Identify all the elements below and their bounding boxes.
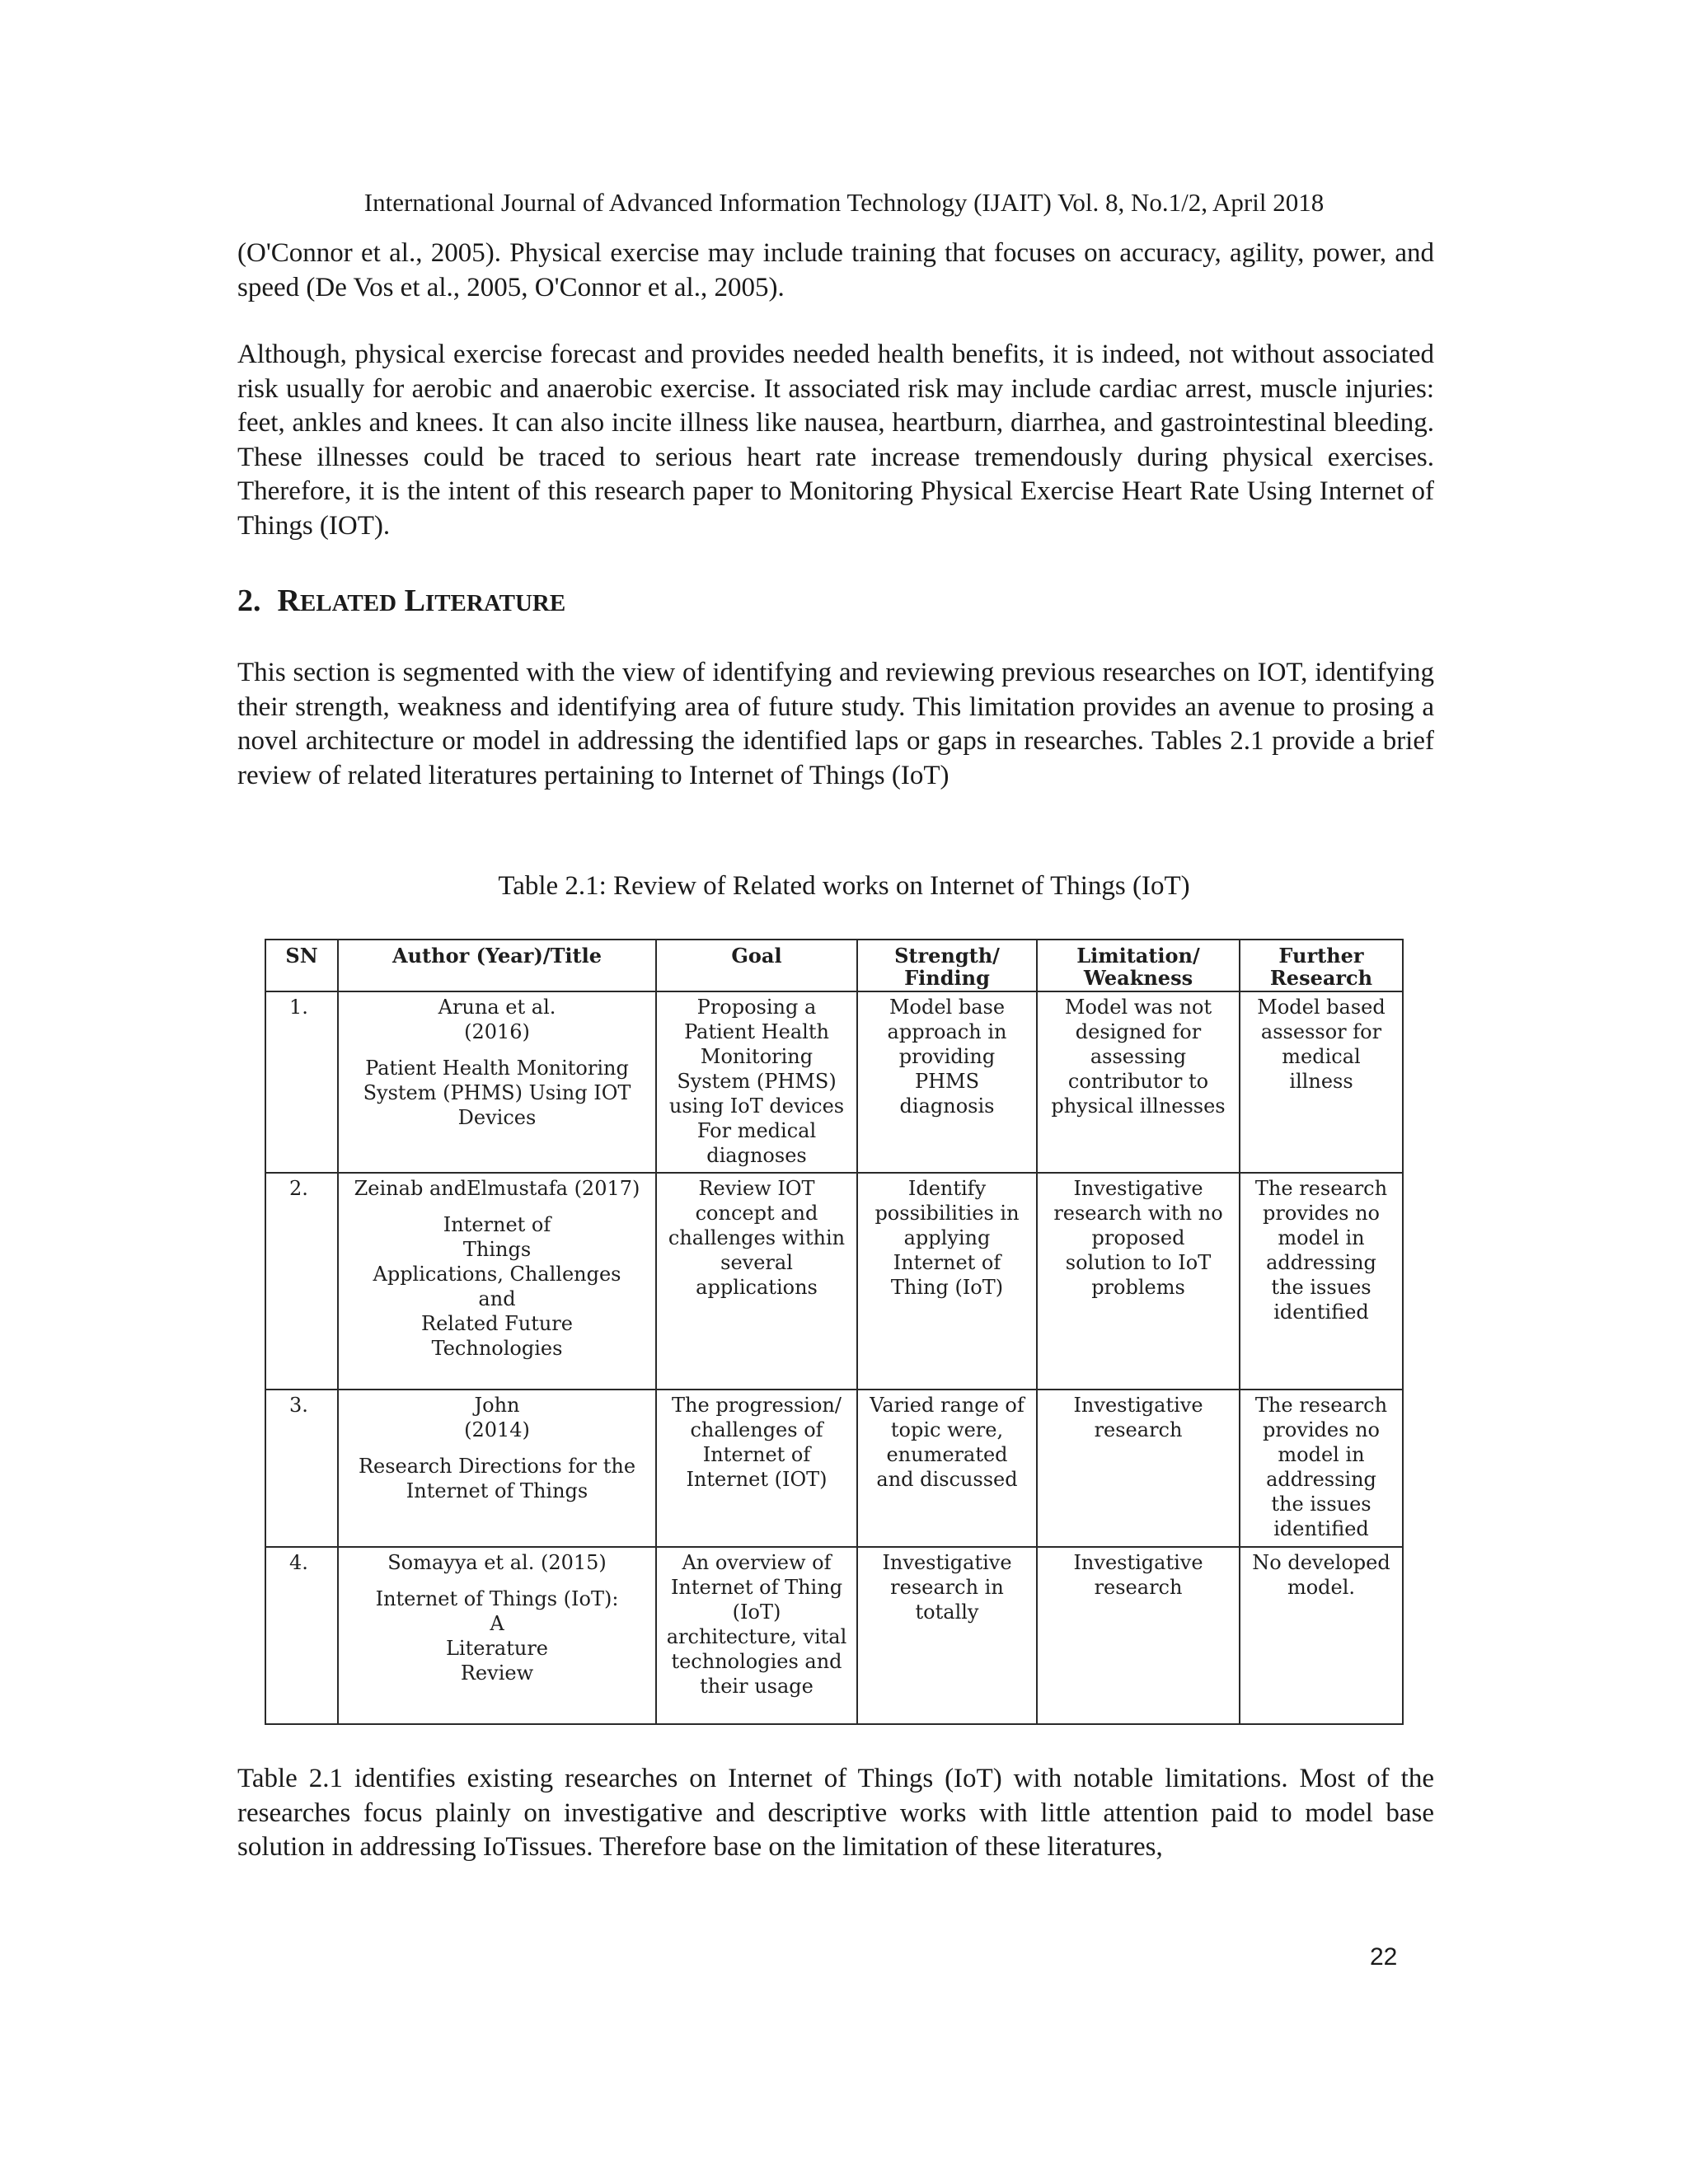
- paper-title-line: Patient Health Monitoring: [365, 1057, 629, 1080]
- header-further-research: Further Research: [1240, 940, 1403, 991]
- strength-line: diagnosis: [899, 1094, 995, 1118]
- table-row: [265, 1390, 1403, 1547]
- cell-sn: 1.: [265, 991, 338, 1173]
- further-research-line: the issues: [1271, 1276, 1372, 1299]
- limitation-line: Investigative: [1073, 1177, 1203, 1200]
- literature-review-table: [265, 939, 1404, 1725]
- section-title-initial-2: L: [404, 583, 425, 618]
- strength-line: and discussed: [876, 1468, 1018, 1491]
- author-year: (2016): [464, 1020, 530, 1043]
- header-limitation-weakness: Limitation/ Weakness: [1037, 940, 1240, 991]
- further-research-line: illness: [1289, 1070, 1353, 1093]
- goal-line: For medical: [696, 1119, 817, 1142]
- section-title-initial-1: R: [277, 583, 300, 618]
- cell-further-research: [1240, 1547, 1403, 1724]
- header-sn: SN: [265, 940, 338, 991]
- limitation-line: assessing: [1090, 1045, 1187, 1068]
- paper-title-line: Research Directions for the: [358, 1455, 636, 1478]
- paper-title: [344, 1056, 650, 1130]
- goal-line: Review IOT: [698, 1177, 815, 1200]
- limitation-line: designed for: [1075, 1020, 1202, 1043]
- limitation-line: physical illnesses: [1051, 1094, 1226, 1118]
- goal-line: using IoT devices: [668, 1094, 845, 1118]
- section-title-rest-2: ITERATURE: [424, 590, 566, 616]
- cell-author-title: [338, 1547, 656, 1724]
- strength-line: approach in: [887, 1020, 1007, 1043]
- goal-line: challenges within: [668, 1226, 846, 1249]
- cell-author-title: [338, 991, 656, 1173]
- strength-line: research in: [890, 1576, 1004, 1599]
- paper-title: [344, 1212, 650, 1361]
- author-name: Somayya et al. (2015): [387, 1551, 607, 1574]
- limitation-line: research with no: [1053, 1202, 1223, 1225]
- goal-line: An overview of: [682, 1551, 832, 1574]
- limitation-line: research: [1094, 1418, 1183, 1441]
- further-research-line: the issues: [1271, 1493, 1372, 1516]
- paper-title-line: Internet of Things: [406, 1479, 588, 1502]
- strength-line: Identify: [907, 1177, 987, 1200]
- goal-line: Internet of Thing: [670, 1576, 843, 1599]
- limitation-line: Model was not: [1064, 996, 1212, 1019]
- further-research-line: identified: [1273, 1517, 1369, 1540]
- cell-goal: [656, 1390, 857, 1547]
- paragraph-table-discussion: Table 2.1 identifies existing researches on Internet of Things (IoT) with notable limitations. Most of the researches focus plainly on investigative and descriptive works with little attention paid to model base solution in addressing IoTissues. Therefore base on the limitation of these literatures,: [237, 1764, 1434, 1862]
- paper-title-line: Related Future: [421, 1312, 573, 1335]
- goal-line: their usage: [700, 1675, 814, 1698]
- strength-line: PHMS: [914, 1070, 980, 1093]
- limitation-line: problems: [1091, 1276, 1185, 1299]
- strength-line: enumerated: [886, 1443, 1008, 1466]
- running-header: International Journal of Advanced Information Technology (IJAIT) Vol. 8, No.1/2, April 2018: [363, 188, 1325, 217]
- limitation-line: contributor to: [1067, 1070, 1209, 1093]
- further-research-line: addressing: [1266, 1251, 1376, 1274]
- cell-strength-finding: [857, 1547, 1037, 1724]
- further-research-line: provides no: [1263, 1202, 1380, 1225]
- paper-title-line: System (PHMS) Using IOT: [363, 1081, 631, 1104]
- further-research-line: identified: [1273, 1301, 1369, 1324]
- cell-limitation-weakness: [1037, 1173, 1240, 1390]
- goal-line: The progression/: [672, 1394, 842, 1417]
- further-research-line: model.: [1287, 1576, 1356, 1599]
- limitation-line: Investigative: [1073, 1394, 1203, 1417]
- table-header-row: [265, 940, 1403, 991]
- paper-title-line: Review: [460, 1661, 534, 1685]
- further-research-line: model in: [1278, 1226, 1365, 1249]
- goal-line: challenges of: [690, 1418, 823, 1441]
- goal-line: diagnoses: [706, 1144, 807, 1167]
- goal-line: concept and: [695, 1202, 818, 1225]
- strength-line: topic were,: [890, 1418, 1004, 1441]
- author-name: John: [474, 1394, 520, 1417]
- strength-line: applying: [903, 1226, 991, 1249]
- strength-line: totally: [915, 1601, 979, 1624]
- cell-goal: [656, 1547, 857, 1724]
- strength-line: providing: [898, 1045, 996, 1068]
- further-research-line: No developed: [1252, 1551, 1390, 1574]
- strength-line: possibilities in: [874, 1202, 1020, 1225]
- table-caption: Table 2.1: Review of Related works on Internet of Things (IoT): [498, 871, 1190, 901]
- section-number: 2.: [237, 583, 261, 618]
- limitation-line: proposed: [1091, 1226, 1185, 1249]
- strength-line: Investigative: [882, 1551, 1012, 1574]
- paper-title-line: Technologies: [431, 1337, 563, 1360]
- cell-limitation-weakness: [1037, 1390, 1240, 1547]
- strength-line: Varied range of: [870, 1394, 1025, 1417]
- paper-title-line: Internet of: [443, 1213, 551, 1236]
- paper-title: [344, 1454, 650, 1503]
- strength-line: Internet of: [893, 1251, 1001, 1274]
- paper-title-line: Applications, Challenges: [373, 1263, 621, 1286]
- goal-line: System (PHMS): [677, 1070, 837, 1093]
- further-research-line: medical: [1282, 1045, 1361, 1068]
- cell-author-title: [338, 1173, 656, 1390]
- author-year: (2014): [464, 1418, 530, 1441]
- further-research-line: The research: [1254, 1394, 1388, 1417]
- section-title-rest-1: ELATED: [299, 590, 397, 616]
- cell-sn: 3.: [265, 1390, 338, 1547]
- strength-line: Model base: [889, 996, 1006, 1019]
- table-row: [265, 991, 1403, 1173]
- goal-line: Internet of: [702, 1443, 811, 1466]
- header-strength-finding: Strength/ Finding: [857, 940, 1037, 991]
- cell-goal: [656, 1173, 857, 1390]
- paper-title-line: Things: [462, 1238, 532, 1261]
- cell-goal: [656, 991, 857, 1173]
- further-research-line: The research: [1254, 1177, 1388, 1200]
- goal-line: Monitoring: [700, 1045, 814, 1068]
- table-row: [265, 1173, 1403, 1390]
- cell-author-title: [338, 1390, 656, 1547]
- further-research-line: model in: [1278, 1443, 1365, 1466]
- paper-title-line: Internet of Things (IoT):: [375, 1587, 619, 1610]
- goal-line: several: [720, 1251, 793, 1274]
- page-number: 22: [1370, 1943, 1398, 1971]
- cell-limitation-weakness: [1037, 991, 1240, 1173]
- cell-strength-finding: [857, 1390, 1037, 1547]
- cell-limitation-weakness: [1037, 1547, 1240, 1724]
- table-row: [265, 1547, 1403, 1724]
- header-goal: Goal: [656, 940, 857, 991]
- further-research-line: assessor for: [1260, 1020, 1382, 1043]
- cell-sn: 4.: [265, 1547, 338, 1724]
- goal-line: Internet (IOT): [686, 1468, 828, 1491]
- header-author-title: Author (Year)/Title: [338, 940, 656, 991]
- goal-line: architecture, vital: [666, 1625, 847, 1648]
- paper-title-line: A: [490, 1612, 504, 1635]
- cell-further-research: [1240, 1390, 1403, 1547]
- cell-sn: 2.: [265, 1173, 338, 1390]
- limitation-line: solution to IoT: [1065, 1251, 1212, 1274]
- limitation-line: Investigative: [1073, 1551, 1203, 1574]
- paragraph-intro-continuation: (O'Connor et al., 2005). Physical exercise may include training that focuses on accuracy, agility, power, and speed (De Vos et al., 2005, O'Connor et al., 2005).: [237, 238, 1434, 302]
- cell-further-research: [1240, 991, 1403, 1173]
- goal-line: Patient Health: [684, 1020, 829, 1043]
- paper-title-line: and: [478, 1287, 516, 1310]
- further-research-line: provides no: [1263, 1418, 1380, 1441]
- further-research-line: addressing: [1266, 1468, 1376, 1491]
- strength-line: Thing (IoT): [890, 1276, 1004, 1299]
- author-name: Aruna et al.: [438, 996, 556, 1019]
- goal-line: technologies and: [671, 1650, 842, 1673]
- paragraph-exercise-risk: Although, physical exercise forecast and provides needed health benefits, it is indeed, not without associated risk usually for aerobic and anaerobic exercise. It associated risk may include cardiac arrest, muscle injuries: feet, ankles and knees. It can also incite illness like nausea, heartburn, diarrhea, and gastrointestinal bleeding. These illnesses could be traced to serious heart rate increase tremendously during physical exercises. Therefore, it is the intent of this research paper to Monitoring Physical Exercise Heart Rate Using Internet of Things (IOT).: [237, 340, 1434, 541]
- goal-line: Proposing a: [696, 996, 817, 1019]
- section-heading: [237, 580, 565, 624]
- limitation-line: research: [1094, 1576, 1183, 1599]
- author-name: Zeinab andElmustafa (2017): [354, 1177, 640, 1200]
- goal-line: (IoT): [732, 1601, 781, 1624]
- paper-title: [344, 1586, 650, 1685]
- cell-strength-finding: [857, 1173, 1037, 1390]
- paper-title-line: Devices: [457, 1106, 537, 1129]
- paragraph-related-literature: This section is segmented with the view of identifying and reviewing previous researches on IOT, identifying their strength, weakness and identifying area of future study. This limitation provides an avenue to prosing a novel architecture or model in addressing the identified laps or gaps in researches. Tables 2.1 provide a brief review of related literatures pertaining to Internet of Things (IoT): [237, 658, 1434, 790]
- paper-title-line: Literature: [445, 1637, 549, 1660]
- goal-line: applications: [696, 1276, 818, 1299]
- further-research-line: Model based: [1257, 996, 1386, 1019]
- cell-further-research: [1240, 1173, 1403, 1390]
- cell-strength-finding: [857, 991, 1037, 1173]
